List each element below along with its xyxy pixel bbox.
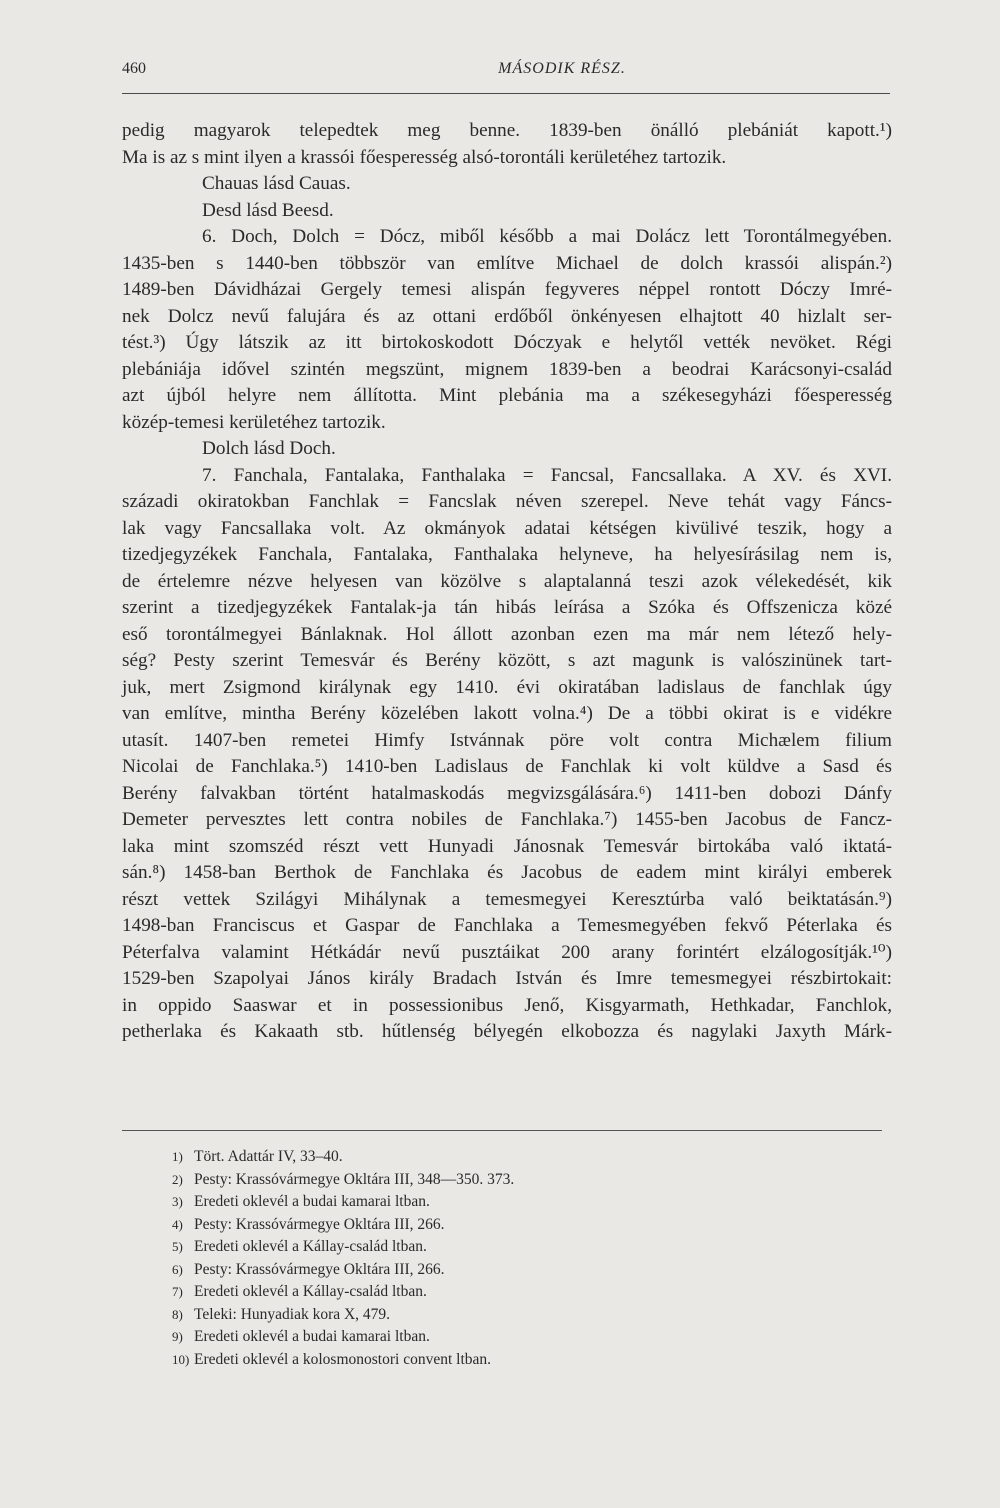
text-line: pedig magyarok telepedtek meg benne. 1839-ben önálló plebániát kapott.¹)	[122, 120, 892, 141]
text-line: 6. Doch, Dolch = Dócz, miből később a mai Dolácz lett Torontálmegyében.	[202, 226, 892, 247]
page-number: 460	[122, 60, 146, 77]
text-line: 1498-ban Franciscus et Gaspar de Fanchlaka a Temesmegyében fekvő Péterlaka és	[122, 915, 892, 936]
footnote-mark: 7)	[172, 1284, 183, 1299]
text-line: részt vettek Szilágyi Mihálynak a temesmegyei Keresztúrba való beiktatásán.⁹)	[122, 888, 892, 910]
text-line: eső torontálmegyei Bánlaknak. Hol állott azonban ezen ma már nem létező hely-	[122, 623, 892, 645]
footnote-mark: 2)	[172, 1171, 183, 1187]
footnote-mark: 6)	[172, 1261, 183, 1277]
footnote	[172, 1281, 772, 1304]
text-line: 7. Fanchala, Fantalaka, Fanthalaka = Fancsal, Fancsallaka. A XV. és XVI.	[202, 464, 892, 486]
text-line: Péterfalva valamint Hétkádár nevű pusztáikat 200 arany forintért elzálogosítják.¹⁰)	[122, 941, 892, 963]
footnote-text: Teleki: Hunyadiak kora X, 479.	[194, 1305, 391, 1323]
text-line: 1435-ben s 1440-ben többször van említve Michael de dolch krassói alispán.²)	[122, 252, 892, 274]
text-line: sán.⁸) 1458-ban Berthok de Fanchlaka és Jacobus de eadem mint királyi emberek	[122, 862, 892, 883]
footnote-mark: 1)	[172, 1149, 183, 1164]
text-line: lak vagy Fancsallaka volt. Az okmányok adatai kétségen kivülivé teszik, hogy a	[122, 517, 892, 539]
text-line: azt újból helyre nem állította. Mint plebánia ma a székesegyházi főesperesség	[122, 385, 892, 406]
text-line: századi okiratokban Fanchlak = Fancslak néven szerepel. Neve tehát vagy Fáncs-	[122, 491, 892, 512]
footnote-text: Tört. Adattár IV, 33–40.	[194, 1148, 343, 1165]
text-line: in oppido Saaswar et in possessionibus Jenő, Kisgyarmath, Hethkadar, Fanchlok,	[122, 994, 892, 1016]
running-head	[122, 60, 892, 90]
footnote	[172, 1259, 772, 1282]
footnote-rule	[122, 1130, 882, 1131]
text-line: Berény falvakban történt hatalmaskodás megvizsgálására.⁶) 1411-ben dobozi Dánfy	[122, 782, 892, 804]
footnote	[172, 1214, 772, 1237]
text-line: utasít. 1407-ben remetei Himfy Istvánnak pöre volt contra Michælem filium	[122, 729, 892, 751]
footnote-text: Pesty: Krassóvármegye Okltára III, 348—350. 373.	[194, 1170, 515, 1188]
text-line: Ma is az s mint ilyen a krassói főesperesség alsó-torontáli kerületéhez tartozik.	[122, 146, 727, 168]
footnote-mark: 10)	[172, 1351, 190, 1367]
footnote	[172, 1236, 772, 1259]
footnote	[172, 1349, 772, 1372]
text-line: Dolch lásd Doch.	[202, 438, 336, 459]
text-line: szerint a tizedjegyzékek Fantalak-ja tán hibás leírása a Szóka és Offszenicza közé	[122, 597, 892, 618]
text-line: közép-temesi kerületéhez tartozik.	[122, 411, 386, 433]
footnote-text: Pesty: Krassóvármegye Okltára III, 266.	[194, 1260, 445, 1278]
footnote	[172, 1146, 772, 1169]
footnote-mark: 9)	[172, 1329, 183, 1344]
running-title: MÁSODIK RÉSZ.	[498, 60, 626, 77]
footnote-text: Eredeti oklevél a Kállay-család ltban.	[194, 1283, 427, 1300]
footnote-text: Eredeti oklevél a kolosmonostori convent ltban.	[194, 1350, 492, 1368]
text-line: 1529-ben Szapolyai János király Bradach István és Imre temesmegyei részbirtokait:	[122, 968, 892, 989]
footnote-mark: 5)	[172, 1239, 183, 1254]
footnotes	[172, 1146, 772, 1371]
footnote-text: Eredeti oklevél a Kállay-család ltban.	[194, 1238, 427, 1255]
text-line: de értelemre nézve helyesen van közölve s alaptalanná teszi azok vélekedését, kik	[122, 570, 892, 592]
footnote	[172, 1304, 772, 1327]
text-line: petherlaka és Kakaath stb. hűtlenség bélyegén elkobozza és nagylaki Jaxyth Márk-	[122, 1021, 892, 1042]
text-line: juk, mert Zsigmond királynak egy 1410. évi okiratában ladislaus de fanchlak úgy	[122, 676, 892, 698]
text-line: 1489-ben Dávidházai Gergely temesi alispán fegyveres néppel rontott Dóczy Imré-	[122, 279, 892, 300]
text-line: tizedjegyzékek Fanchala, Fantalaka, Fanthalaka helyneve, ha helyesírásilag nem is,	[122, 544, 892, 565]
body-text	[122, 118, 892, 1046]
footnote	[172, 1169, 772, 1192]
text-line: nek Dolcz nevű falujára és az ottani erdőből önkényesen elhajtott 40 hizlalt ser-	[122, 305, 892, 327]
text-line: van említve, mintha Berény közelében lakott volna.⁴) De a többi okirat is e vidékre	[122, 703, 892, 724]
text-line: plebániája idővel szintén megszünt, mignem 1839-ben a beodrai Karácsonyi-család	[122, 358, 892, 380]
text-line: Nicolai de Fanchlaka.⁵) 1410-ben Ladislaus de Fanchlak ki volt küldve a Sasd és	[122, 756, 892, 777]
footnote	[172, 1326, 772, 1349]
footnote-text: Eredeti oklevél a budai kamarai ltban.	[194, 1193, 430, 1210]
footnote	[172, 1191, 772, 1214]
header-rule	[122, 93, 890, 94]
footnote-mark: 8)	[172, 1306, 183, 1322]
footnote-text: Eredeti oklevél a budai kamarai ltban.	[194, 1328, 430, 1345]
footnote-mark: 4)	[172, 1216, 183, 1232]
text-line: Desd lásd Beesd.	[202, 199, 334, 221]
text-line: tést.³) Úgy látszik az itt birtokoskodott Dóczyak e helytől vették nevöket. Régi	[122, 332, 892, 353]
text-line: ség? Pesty szerint Temesvár és Berény között, s azt magunk is valószinünek tart-	[122, 650, 892, 671]
text-line: Demeter pervesztes lett contra nobiles de Fanchlaka.⁷) 1455-ben Jacobus de Fancz-	[122, 809, 892, 830]
footnote-text: Pesty: Krassóvármegye Okltára III, 266.	[194, 1215, 445, 1233]
text-line: laka mint szomszéd részt vett Hunyadi Jánosnak Temesvár birtokába való iktatá-	[122, 835, 892, 857]
text-line: Chauas lásd Cauas.	[202, 173, 351, 194]
footnote-mark: 3)	[172, 1194, 183, 1209]
